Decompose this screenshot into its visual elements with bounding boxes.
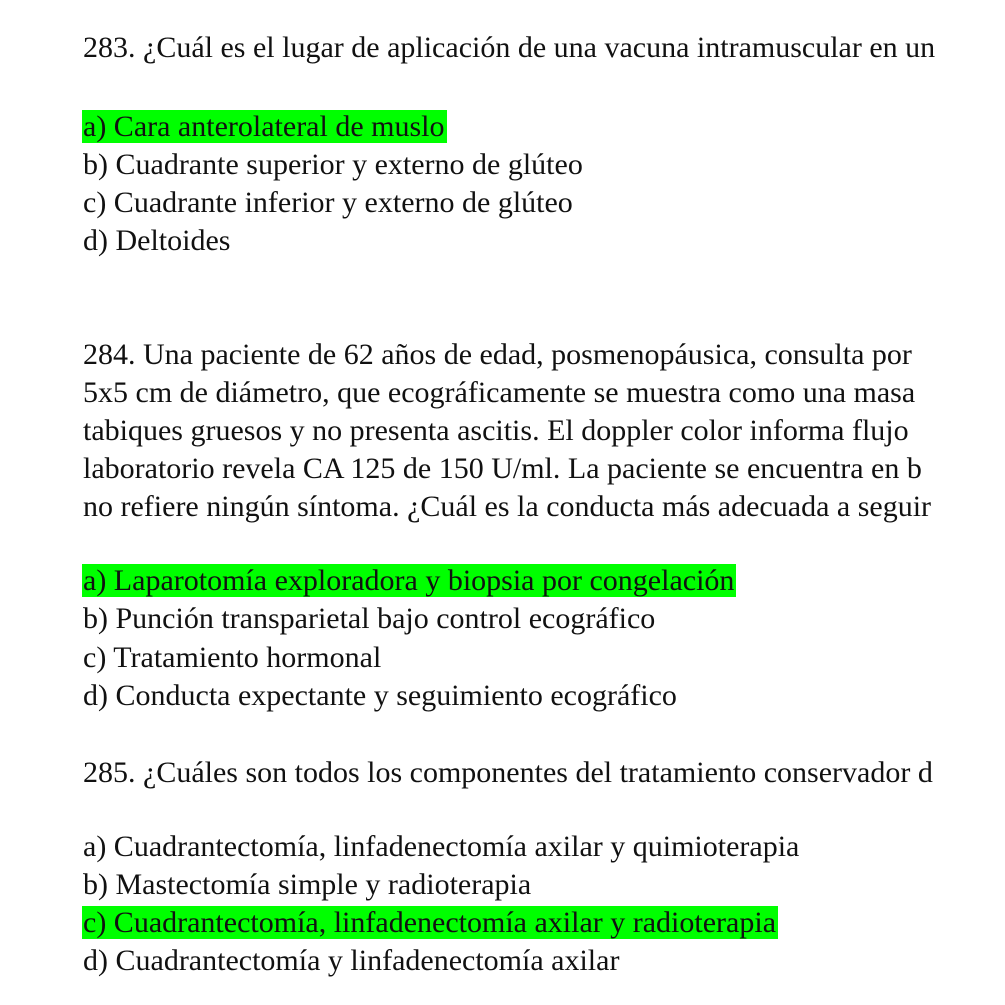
q283-option-b: b) Cuadrante superior y externo de glúteo: [83, 148, 583, 181]
q283-option-a-highlighted: a) Cara anterolateral de muslo: [83, 110, 445, 143]
q285-option-c-highlighted: c) Cuadrantectomía, linfadenectomía axilar y radioterapia: [83, 906, 777, 939]
q285-option-a: a) Cuadrantectomía, linfadenectomía axilar y quimioterapia: [83, 830, 800, 863]
q285-option-b: b) Mastectomía simple y radioterapia: [83, 868, 532, 901]
q284-option-a-highlighted: a) Laparotomía exploradora y biopsia por congelación: [83, 564, 735, 597]
question-283-text: 283. ¿Cuál es el lugar de aplicación de una vacuna intramuscular en un: [83, 31, 936, 64]
question-284-line-3: tabiques gruesos y no presenta ascitis. El doppler color informa flujo: [83, 414, 909, 447]
question-284-line-4: laboratorio revela CA 125 de 150 U/ml. La paciente se encuentra en b: [83, 452, 922, 485]
q284-option-d: d) Conducta expectante y seguimiento ecográfico: [83, 679, 677, 712]
q285-option-c: [83, 905, 778, 941]
question-284-line-1: 284. Una paciente de 62 años de edad, posmenopáusica, consulta por: [83, 338, 912, 371]
q283-option-c: c) Cuadrante inferior y externo de glúteo: [83, 186, 573, 219]
q284-option-b: b) Punción transparietal bajo control ecográfico: [83, 602, 656, 635]
question-284-line-2: 5x5 cm de diámetro, que ecográficamente se muestra como una masa: [83, 376, 916, 409]
q285-option-d: d) Cuadrantectomía y linfadenectomía axilar: [83, 944, 620, 977]
q284-option-c: c) Tratamiento hormonal: [83, 641, 382, 674]
question-285-text: 285. ¿Cuáles son todos los componentes del tratamiento conservador d: [83, 756, 933, 789]
q284-option-a: [83, 563, 736, 599]
question-284-line-5: no refiere ningún síntoma. ¿Cuál es la conducta más adecuada a seguir: [83, 490, 932, 523]
q283-option-a: [83, 109, 447, 145]
q283-option-d: d) Deltoides: [83, 224, 231, 257]
